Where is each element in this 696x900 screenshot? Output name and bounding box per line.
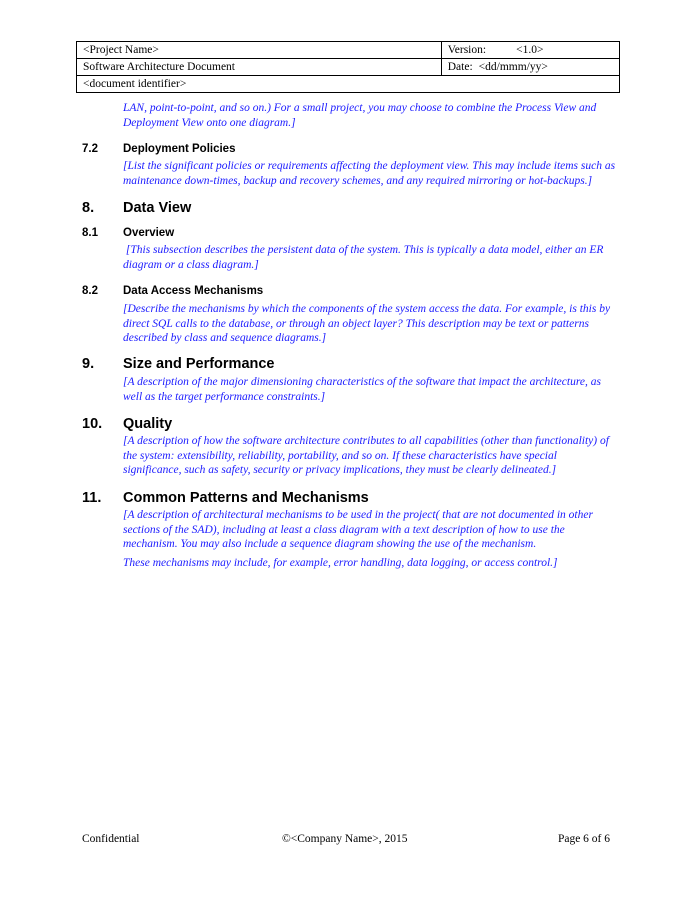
heading-number: 9. (82, 356, 95, 372)
paragraph-9: [A description of the major dimensioning characteristics of the software that impact the architecture, as well as the target performance constraints.] (123, 376, 601, 403)
header-row-3 (77, 76, 620, 93)
header-row-2 (77, 59, 620, 76)
heading-8-2 (82, 284, 263, 298)
date-value: <dd/mmm/yy> (478, 61, 548, 73)
date-label: Date: (447, 61, 473, 73)
project-name-cell (77, 42, 442, 59)
heading-number: 8. (82, 200, 95, 216)
heading-number: 11. (82, 490, 102, 506)
paragraph-8-2: [Describe the mechanisms by which the components of the system access the data. For example, is this by direct SQL calls to the database, or through an object layer? This description may be text or patterns described by class and sequence diagrams.] (123, 303, 611, 344)
heading-title: Size and Performance (123, 356, 275, 372)
heading-title: Overview (123, 227, 175, 239)
heading-8 (82, 199, 191, 217)
heading-title: Quality (123, 416, 173, 432)
footer-copyright: ©<Company Name>, 2015 (282, 833, 408, 845)
document-title-cell (77, 59, 442, 76)
header-row-1 (77, 42, 620, 59)
heading-number: 8.2 (82, 285, 98, 297)
paragraph-10: [A description of how the software architecture contributes to all capabilities (other than functionality) of the system: extensibility, reliability, portability, and so on. If these characteristics have special significance, such as safety, security or privacy implications, they must be clearly delineated.] (123, 435, 609, 476)
paragraph-11-a: [A description of architectural mechanisms to be used in the project( that are not documented in other sections of the SAD), including at least a class diagram with a text description of how to use the mechanism. You may also include a sequence diagram showing the use of the mechanism. (123, 509, 593, 550)
document-identifier: <document identifier> (83, 78, 187, 90)
document-title: Software Architecture Document (83, 61, 235, 73)
heading-10 (82, 415, 172, 433)
heading-number: 8.1 (82, 227, 98, 239)
heading-title: Common Patterns and Mechanisms (123, 490, 369, 506)
heading-title: Data View (123, 200, 192, 216)
heading-11 (82, 489, 369, 507)
version-cell (441, 42, 619, 59)
version-label: Version: (447, 44, 487, 56)
heading-9 (82, 355, 275, 373)
footer-confidential: Confidential (82, 833, 140, 845)
footer-page-number: Page 6 of 6 (557, 833, 610, 845)
version-value: <1.0> (516, 44, 544, 56)
heading-7-2 (82, 142, 235, 156)
paragraph-7-2: [List the significant policies or requirements affecting the deployment view. This may include items such as maintenance down-times, backup and recovery schemes, and any required mirroring or hot-backups.] (123, 160, 616, 187)
date-cell (441, 59, 619, 76)
document-identifier-cell (77, 76, 620, 93)
heading-8-1 (82, 226, 174, 240)
document-header-table (76, 41, 620, 93)
heading-number: 10. (82, 416, 103, 432)
heading-title: Data Access Mechanisms (123, 285, 264, 297)
project-name: <Project Name> (83, 44, 159, 56)
heading-title: Deployment Policies (123, 143, 236, 155)
continuation-paragraph: LAN, point-to-point, and so on.) For a small project, you may choose to combine the Process View and Deployment View onto one diagram.] (123, 102, 597, 129)
heading-number: 7.2 (82, 143, 98, 155)
paragraph-8-1: [This subsection describes the persistent data of the system. This is typically a data model, either an ER diagram or a class diagram.] (123, 244, 607, 271)
paragraph-11-b: These mechanisms may include, for example, error handling, data logging, or access control.] (123, 557, 558, 569)
